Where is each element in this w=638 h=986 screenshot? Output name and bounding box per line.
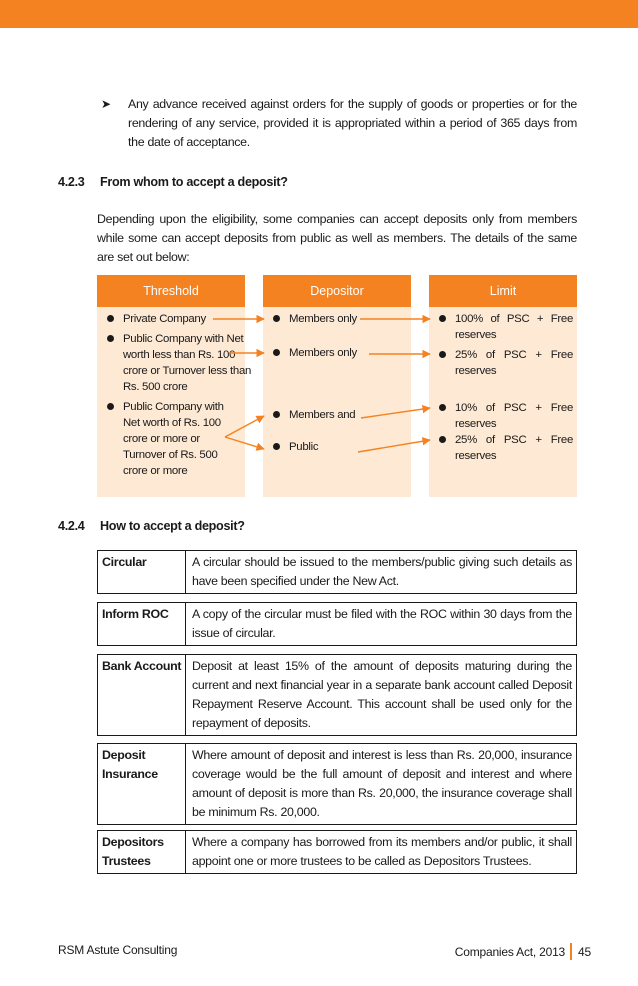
- table-row: [97, 830, 577, 874]
- section-424-heading: [58, 519, 245, 533]
- section-423-intro: Depending upon the eligibility, some companies can accept deposits only from members while some can accept deposits from public as well as members. The details of the same are set out below:: [97, 212, 577, 264]
- list-item: Public Company with Net worth of Rs. 100 crore or more or Turnover of Rs. 500 crore or more: [105, 399, 235, 479]
- row-text: A copy of the circular must be filed with the ROC within 30 days from the issue of circular.: [192, 607, 572, 640]
- list-item: Public Company with Net worth less than Rs. 100 crore or Turnover less than Rs. 500 crore: [105, 331, 255, 395]
- list-item: 10% of PSC + Free reserves: [437, 400, 573, 432]
- list-item: Members only: [271, 311, 407, 327]
- list-item: Public: [271, 439, 407, 455]
- footer-divider: [570, 943, 572, 960]
- bullet-dot-icon: [439, 404, 446, 411]
- limit-column: [429, 275, 577, 497]
- bullet-dot-icon: [107, 315, 114, 322]
- depositor-column: [263, 275, 411, 497]
- table-row: [97, 550, 577, 594]
- section-title: From whom to accept a deposit?: [100, 175, 288, 189]
- bullet-dot-icon: [273, 411, 280, 418]
- row-label: Inform ROC: [98, 603, 186, 645]
- threshold-list: [97, 307, 252, 479]
- depositor-list: [263, 307, 411, 455]
- threshold-column: [97, 275, 252, 497]
- threshold-header: Threshold: [97, 275, 245, 307]
- section-number: 4.2.3: [58, 175, 85, 189]
- section-423-heading: [58, 175, 288, 189]
- footer-right: [455, 943, 591, 960]
- row-label: Depositors Trustees: [98, 831, 186, 873]
- bullet-dot-icon: [439, 436, 446, 443]
- list-item: Members only: [271, 345, 407, 361]
- section-number: 4.2.4: [58, 519, 85, 533]
- table-row: [97, 602, 577, 646]
- row-label: Deposit Insurance: [98, 744, 186, 824]
- bullet-dot-icon: [273, 315, 280, 322]
- list-item: Private Company: [105, 311, 241, 327]
- table-row: [97, 654, 577, 736]
- row-text: Where amount of deposit and interest is less than Rs. 20,000, insurance coverage would be the full amount of deposit and interest and where amount of deposit is more than Rs. 20,000, the insurance coverage shall be minimum Rs. 20,000.: [192, 748, 572, 819]
- top-accent-bar: [0, 0, 638, 28]
- limit-header: Limit: [429, 275, 577, 307]
- page-number: 45: [578, 944, 591, 959]
- bullet-dot-icon: [439, 315, 446, 322]
- bullet-dot-icon: [107, 403, 114, 410]
- bullet-dot-icon: [107, 335, 114, 342]
- arrow-bullet-icon: ➤: [101, 97, 111, 111]
- bullet-dot-icon: [439, 351, 446, 358]
- list-item: 100% of PSC + Free reserves: [437, 311, 573, 343]
- section-title: How to accept a deposit?: [100, 519, 245, 533]
- footer-document-title: Companies Act, 2013: [454, 944, 566, 959]
- list-item: 25% of PSC + Free reserves: [437, 432, 573, 464]
- depositor-header: Depositor: [263, 275, 411, 307]
- row-text: A circular should be issued to the members/public giving such details as have been specified under the New Act.: [192, 555, 572, 588]
- row-label: Circular: [98, 551, 186, 593]
- limit-list: [429, 307, 577, 464]
- bullet-dot-icon: [273, 443, 280, 450]
- row-label: Bank Account: [98, 655, 186, 735]
- list-item: 25% of PSC + Free reserves: [437, 347, 573, 379]
- bullet-paragraph: [101, 95, 577, 152]
- table-row: [97, 743, 577, 825]
- bullet-text: Any advance received against orders for the supply of goods or properties or for the rendering of any service, provided it is appropriated within a period of 365 days from the date of acceptance.: [128, 97, 577, 149]
- footer-company-name: RSM Astute Consulting: [58, 943, 178, 957]
- row-text: Where a company has borrowed from its members and/or public, it shall appoint one or more trustees to be called as Depositors Trustees.: [192, 835, 572, 868]
- bullet-dot-icon: [273, 349, 280, 356]
- list-item: Members and: [271, 407, 407, 423]
- row-text: Deposit at least 15% of the amount of deposits maturing during the current and next financial year in a separate bank account called Deposit Repayment Reserve Account. This account shall be used only for the repayment of deposits.: [192, 659, 572, 730]
